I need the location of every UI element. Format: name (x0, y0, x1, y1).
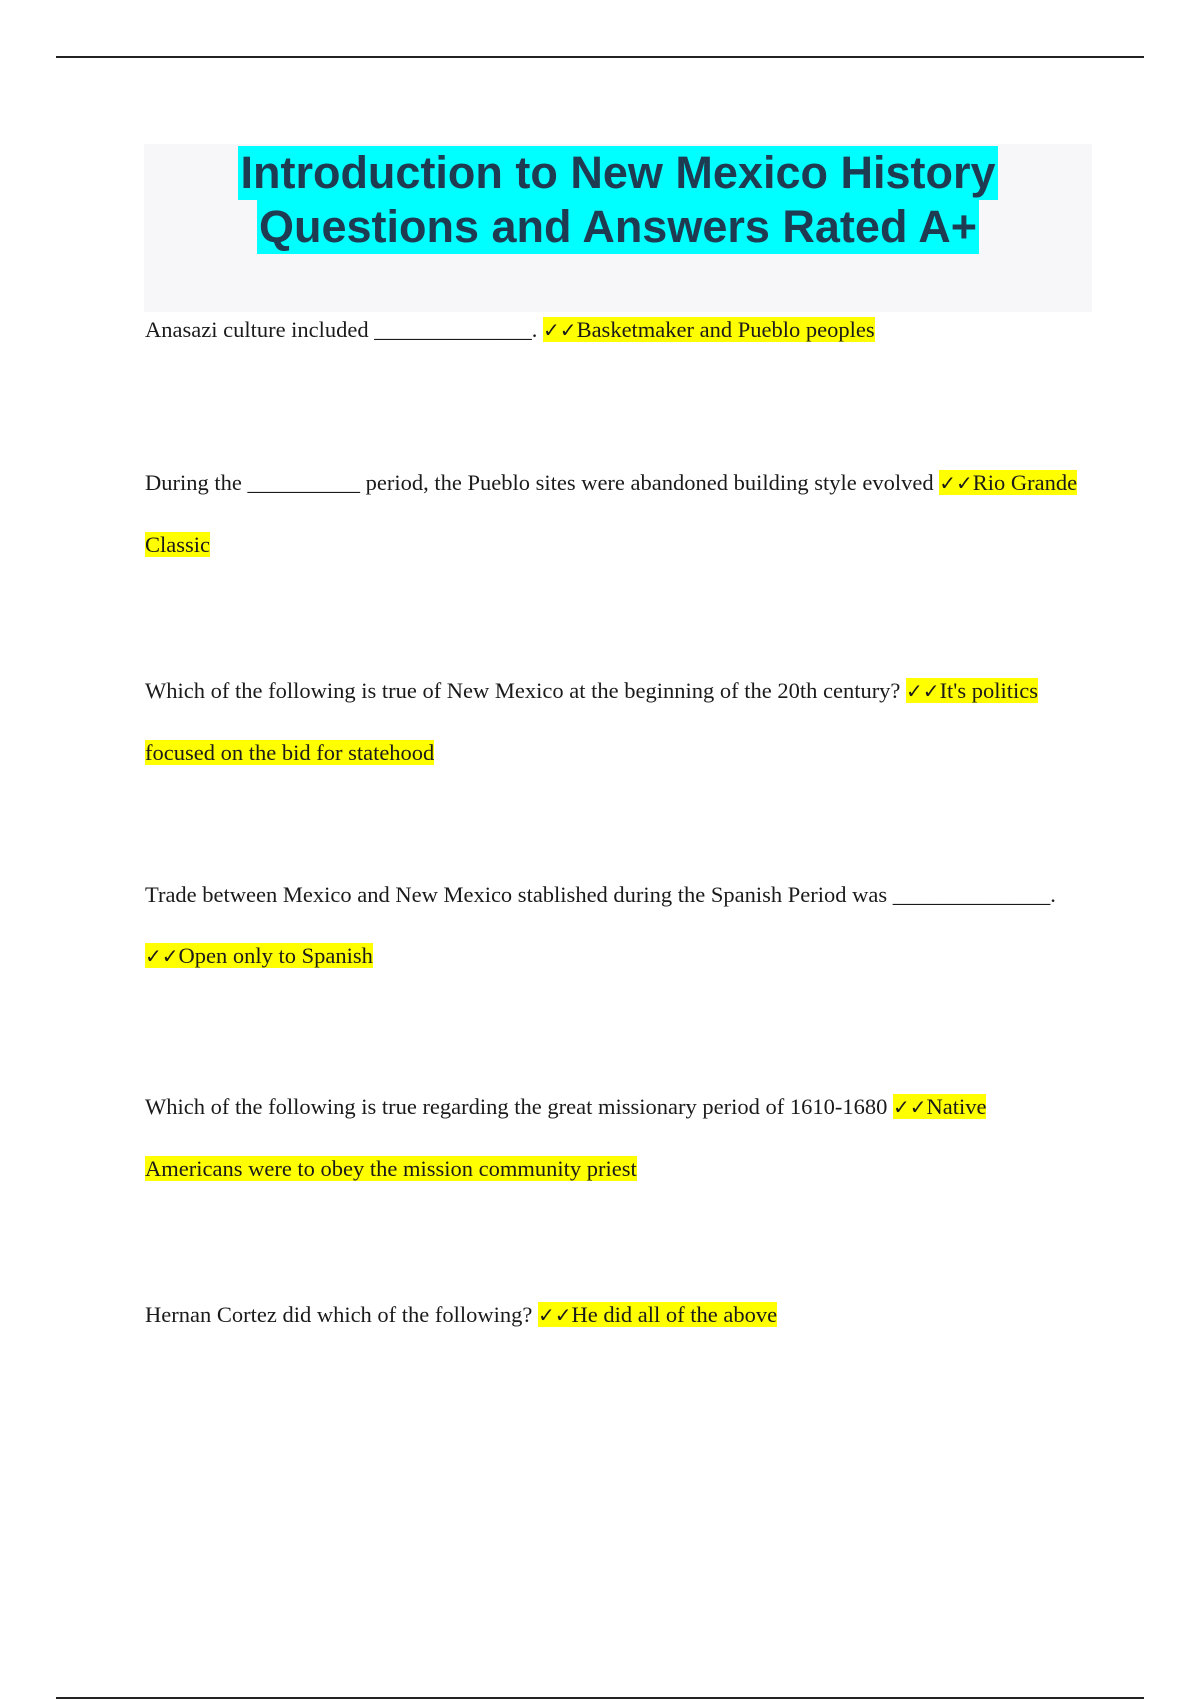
answer-text: ✓✓He did all of the above (538, 1302, 778, 1327)
question-text: Hernan Cortez did which of the following? (145, 1302, 533, 1327)
document-title-line-2: Questions and Answers Rated A+ (258, 201, 978, 252)
qa-item-3 (145, 660, 1085, 783)
title-block (144, 144, 1092, 312)
double-check-icon: ✓✓ (892, 1095, 927, 1119)
question-text: Which of the following is true of New Mexico at the beginning of the 20th century? (145, 678, 901, 703)
qa-item-6 (145, 1284, 1085, 1346)
double-check-icon: ✓✓ (939, 471, 973, 495)
question-text: Trade between Mexico and New Mexico stablished during the Spanish Period was ______________. (145, 882, 1056, 907)
qa-item-1 (145, 299, 1085, 361)
double-check-icon: ✓✓ (145, 944, 179, 968)
answer-text: ✓✓It's politics focused on the bid for statehood (145, 678, 1038, 765)
document-title-line-1: Introduction to New Mexico History (240, 147, 996, 198)
answer-text: ✓✓Basketmaker and Pueblo peoples (543, 317, 875, 342)
qa-item-2 (145, 452, 1085, 575)
double-check-icon: ✓✓ (543, 318, 577, 342)
qa-item-4 (145, 864, 1085, 987)
answer-text: ✓✓Rio Grande Classic (145, 470, 1078, 557)
question-text: Anasazi culture included ______________. (145, 317, 538, 342)
answer-text: ✓✓Open only to Spanish (145, 943, 373, 968)
footer-rule (56, 1697, 1144, 1699)
qa-item-5 (145, 1076, 1085, 1199)
header-rule (56, 56, 1144, 58)
question-text: Which of the following is true regarding the great missionary period of 1610-1680 (145, 1094, 888, 1119)
answer-text: ✓✓Native Americans were to obey the mission community priest (145, 1094, 987, 1181)
question-text: During the __________ period, the Pueblo sites were abandoned building style evolved (145, 470, 934, 495)
double-check-icon: ✓✓ (906, 679, 940, 703)
double-check-icon: ✓✓ (538, 1303, 572, 1327)
